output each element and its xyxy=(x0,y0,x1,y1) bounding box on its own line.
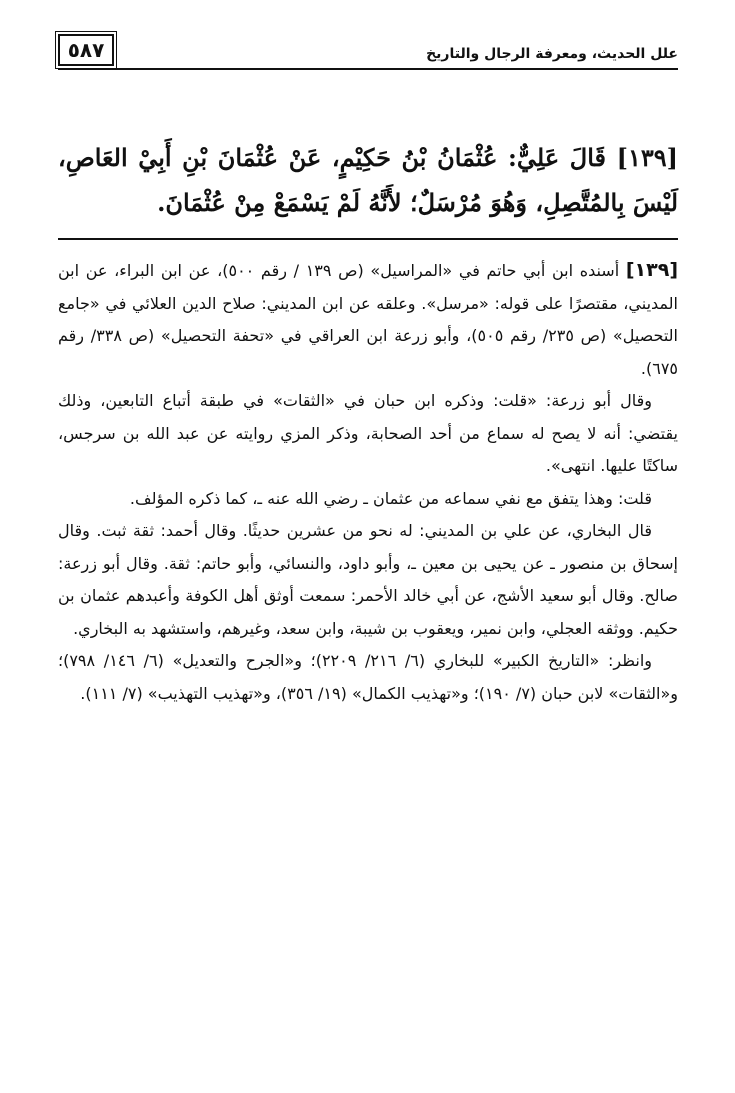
header-divider xyxy=(58,68,678,70)
note-paragraph-3: قلت: وهذا يتفق مع نفي سماعه من عثمان ـ رضي الله عنه ـ، كما ذكره المؤلف. xyxy=(129,488,652,508)
note-paragraph-2: وقال أبو زرعة: «قلت: وذكره ابن حبان في «الثقات» في طبقة أتباع التابعين، وذلك يقتضي: أنه لا يصح له سماع من أحد الصحابة، وذكر المزي روايته عن عبد الله بن سرجس، ساكتًا عليها. انتهى». xyxy=(58,391,678,475)
footnotes xyxy=(58,254,678,710)
main-narration xyxy=(58,135,678,225)
note-paragraph-4: قال البخاري، عن علي بن المديني: له نحو من عشرين حديثًا. وقال أحمد: ثقة ثبت. وقال إسحاق بن منصور ـ عن يحيى بن معين ـ، وأبو داود، والنسائي، وأبو حاتم: ثقة. وقال أبو زرعة: صالح. وقال أبو سعيد الأشج، عن أبي خالد الأحمر: سمعت أوثق أهل الكوفة وأعبدهم عثمان بن حكيم. ووثقه العجلي، وابن نمير، ويعقوب بن شيبة، وابن سعد، وغيرهم، واستشهد به البخاري. xyxy=(58,521,678,638)
footnote-divider xyxy=(58,238,678,240)
note-ref-number: [١٣٩] xyxy=(625,259,679,281)
running-title: علل الحديث، ومعرفة الرجال والتاريخ xyxy=(426,46,678,62)
page-number: ٥٨٧ xyxy=(58,34,114,66)
note-paragraph-5: وانظر: «التاريخ الكبير» للبخاري (٦/ ٢١٦/ ٢٢٠٩)؛ و«الجرح والتعديل» (٦/ ١٤٦/ ٧٩٨)؛ و«الثقات» لابن حبان (٧/ ١٩٠)؛ و«تهذيب الكمال» (١٩/ ٣٥٦)، و«تهذيب التهذيب» (٧/ ١١١). xyxy=(58,651,678,703)
entry-number: [١٣٩] xyxy=(616,143,679,172)
page-header xyxy=(58,34,678,72)
narration-text: قَالَ عَلِيٌّ: عُثْمَانُ بْنُ حَكِيْمٍ، عَنْ عُثْمَانَ بْنِ أَبِيْ العَاصِ، لَيْسَ بِالمُتَّصِلِ، وَهُوَ مُرْسَلٌ؛ لأَنَّهُ لَمْ يَسْمَعْ مِنْ عُثْمَانَ. xyxy=(58,143,678,217)
note-text-1: أسنده ابن أبي حاتم في «المراسيل» (ص ١٣٩ / رقم ٥٠٠)، عن ابن البراء، عن ابن المديني، مقتصرًا على قوله: «مرسل». وعلقه عن ابن المديني: صلاح الدين العلائي في «جامع التحصيل» (ص ٢٣٥/ رقم ٥٠٥)، وأبو زرعة ابن العراقي في «تحفة التحصيل» (ص ٣٣٨/ رقم ٦٧٥). xyxy=(58,261,679,378)
note-paragraph-1 xyxy=(58,254,678,385)
